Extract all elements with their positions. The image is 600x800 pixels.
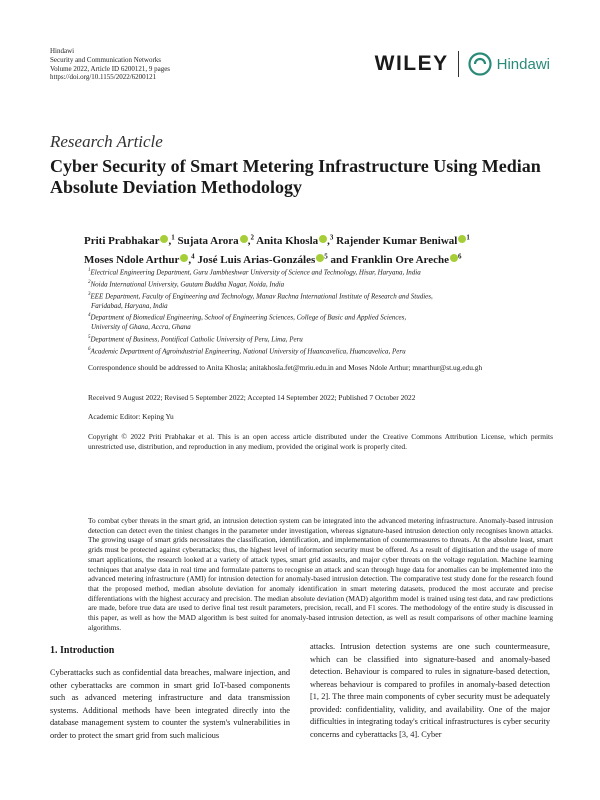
- author-name: Rajender Kumar Beniwal: [336, 234, 458, 247]
- affiliation-list: [88, 266, 553, 357]
- author-separator: ,: [188, 254, 192, 267]
- author-affiliation-number: 1: [466, 233, 470, 241]
- affiliation-line: [88, 345, 553, 357]
- affiliation-text: University of Ghana, Accra, Ghana: [91, 323, 191, 332]
- affiliation-number: 5: [88, 334, 91, 340]
- affiliation-number: 4: [88, 313, 91, 319]
- affiliation-text: EEE Department, Faculty of Engineering and Technology, Manav Rachna International Institute of Research and Studies,: [90, 292, 433, 301]
- paper-title: Cyber Security of Smart Metering Infrastructure Using Median Absolute Deviation Methodology: [50, 156, 541, 197]
- copyright-notice: Copyright © 2022 Priti Prabhakar et al. This is an open access article distributed under the Creative Commons Attribution License, which permits unrestricted use, distribution, and reproduction in any medium, provided the original work is properly cited.: [88, 432, 553, 451]
- journal-doi-link[interactable]: https://doi.org/10.1155/2022/6200121: [50, 73, 157, 82]
- author-separator: ,: [327, 234, 330, 247]
- author-affiliation-number: 1: [171, 233, 175, 241]
- author-affiliation-number: 2: [250, 233, 254, 241]
- affiliation-text: Electrical Engineering Department, Guru Jambheshwar University of Science and Technology, Hisar, Haryana, India: [90, 268, 421, 277]
- affiliation-number: 3: [88, 291, 91, 297]
- hindawi-logo-icon: [468, 52, 492, 76]
- affiliation-text: Academic Department of Agroindustrial Engineering, National University of Huancavelica, Huancavelica, Peru: [90, 347, 406, 356]
- author-affiliation-number: 6: [458, 252, 462, 261]
- author: [197, 254, 327, 266]
- author-affiliation-number: 3: [329, 233, 334, 241]
- journal-name: Security and Communication Networks: [50, 55, 162, 64]
- affiliation-number: 2: [88, 279, 91, 285]
- author-name: Moses Ndole Arthur: [84, 254, 180, 267]
- affiliation-text: Noida International University, Gautam Buddha Nagar, Noida, India: [90, 280, 285, 289]
- publisher-logos: [375, 50, 550, 78]
- affiliation-line: [88, 311, 553, 323]
- body-text-right-column: attacks. Intrusion detection systems are one such countermeasure, which can be classified into signature-based and anomaly-based detection. Behaviour is compared to rules in signature-based detection, whereas behaviour is compared to profiles in anomaly-based detection [1, 2]. The three main components of cyber security must be adequately provided: confidentiality, validity, and availability. One of the major difficulties in integrating today's critical infrastructures is cyber security concerns and cyberattacks [3, 4]. Cyber: [310, 642, 550, 739]
- affiliation-number: 1: [88, 268, 91, 273]
- abstract: To combat cyber threats in the smart grid, an intrusion detection system can be integrated into the advanced metering infrastructure. Anomaly-based intrusion detection can detect even the tiniest changes in the parameter under investigation, whereas signature-based intrusion detection only recognises known attacks. The growing usage of smart grids necessitates the classification, identification, and implementation of countermeasures to threats. At the absolute least, smart grids must be protected against cyberattacks; thus, the highest level of information security must be offered. As a result of digitisation and the usage of more smart applications, the research looked at a variety of attack types, smart grid assaults, and major cyber threats on the voltage regulation. Machine learning techniques that analyse data in real time and formulate patterns to recognise an attack and scan through huge data for anomalies can be implemented into the advanced metering infrastructure (AMI) for intrusion detection for anomaly-based intrusion detection. The comparative test study done for the research found that the proposed method, median absolute deviation for anomaly identification in smart metering datasets, produced the most accurate and precise differentiations with the highest accuracy and precision. The median absolute deviation (MAD) algorithm model is trained using test data, and raw predictions are made, before true data are used to derive final test result parameters, precision, recall, and F1 scores. The methodology of the entire study is discussed in this paper, as well as how the MAD algorithm is best suited for anomaly-based intrusion detection, as well as result comparisons of other machine learning algorithms.: [88, 516, 553, 632]
- orcid-icon[interactable]: [319, 235, 327, 243]
- affiliation-text: Faridabad, Haryana, India: [91, 301, 168, 310]
- affiliation-number: 6: [88, 346, 91, 352]
- journal-volume: Volume 2022, Article ID 6200121, 9 pages: [50, 64, 171, 73]
- author: [84, 235, 175, 247]
- publication-dates: Received 9 August 2022; Revised 5 September 2022; Accepted 14 September 2022; Published 7 October 2022: [88, 393, 416, 402]
- affiliation-line: [88, 290, 553, 302]
- orcid-icon[interactable]: [240, 235, 248, 243]
- author: [331, 254, 462, 266]
- section-heading-introduction: 1. Introduction: [50, 645, 115, 656]
- orcid-icon[interactable]: [450, 254, 458, 262]
- correspondence: Correspondence should be addressed to Anita Khosla; anitakhosla.fet@mriu.edu.in and Moses Ndole Arthur; mnarthur@st.ug.edu.gh: [88, 363, 483, 372]
- affiliation-text: Department of Business, Pontifical Catholic University of Peru, Lima, Peru: [90, 335, 303, 344]
- affiliation-line: [88, 278, 553, 290]
- wiley-logo: WILEY: [374, 52, 449, 75]
- journal-publisher: Hindawi: [50, 47, 75, 55]
- author-separator: ,: [247, 234, 251, 247]
- author: [336, 235, 470, 247]
- author-name: and Franklin Ore Areche: [330, 254, 449, 267]
- affiliation-line: [88, 323, 553, 333]
- author-list: [84, 229, 554, 268]
- affiliation-line: [88, 266, 553, 278]
- author-name: Sujata Arora: [177, 234, 239, 247]
- author: [177, 235, 253, 247]
- logo-divider: [458, 51, 459, 77]
- author: [84, 254, 195, 266]
- author-name: José Luis Arias-Gonzáles: [197, 254, 316, 267]
- author-affiliation-number: 5: [324, 252, 328, 261]
- body-text-left-column: Cyberattacks such as confidential data breaches, malware injection, and other cyberattacks are common in smart grid IoT-based components such as advanced metering infrastructure and data transmission systems. Additional methods have been integrated directly into the database management system to counter the system's vulnerabilities in order to protect the smart grid from such malicious: [50, 668, 290, 740]
- author-separator: ,: [168, 234, 172, 247]
- author-affiliation-number: 4: [191, 252, 195, 261]
- author: [256, 235, 333, 247]
- affiliation-line: [88, 333, 553, 345]
- author-name: Anita Khosla: [256, 234, 319, 247]
- journal-meta: [50, 47, 170, 82]
- academic-editor: Academic Editor: Keping Yu: [88, 412, 174, 421]
- hindawi-logo-text: Hindawi: [496, 55, 550, 73]
- author-name: Priti Prabhakar: [84, 234, 160, 247]
- affiliation-text: Department of Biomedical Engineering, School of Engineering Sciences, College of Basic and Applied Sciences,: [90, 313, 407, 322]
- article-type: Research Article: [50, 132, 163, 151]
- affiliation-line: [88, 302, 553, 312]
